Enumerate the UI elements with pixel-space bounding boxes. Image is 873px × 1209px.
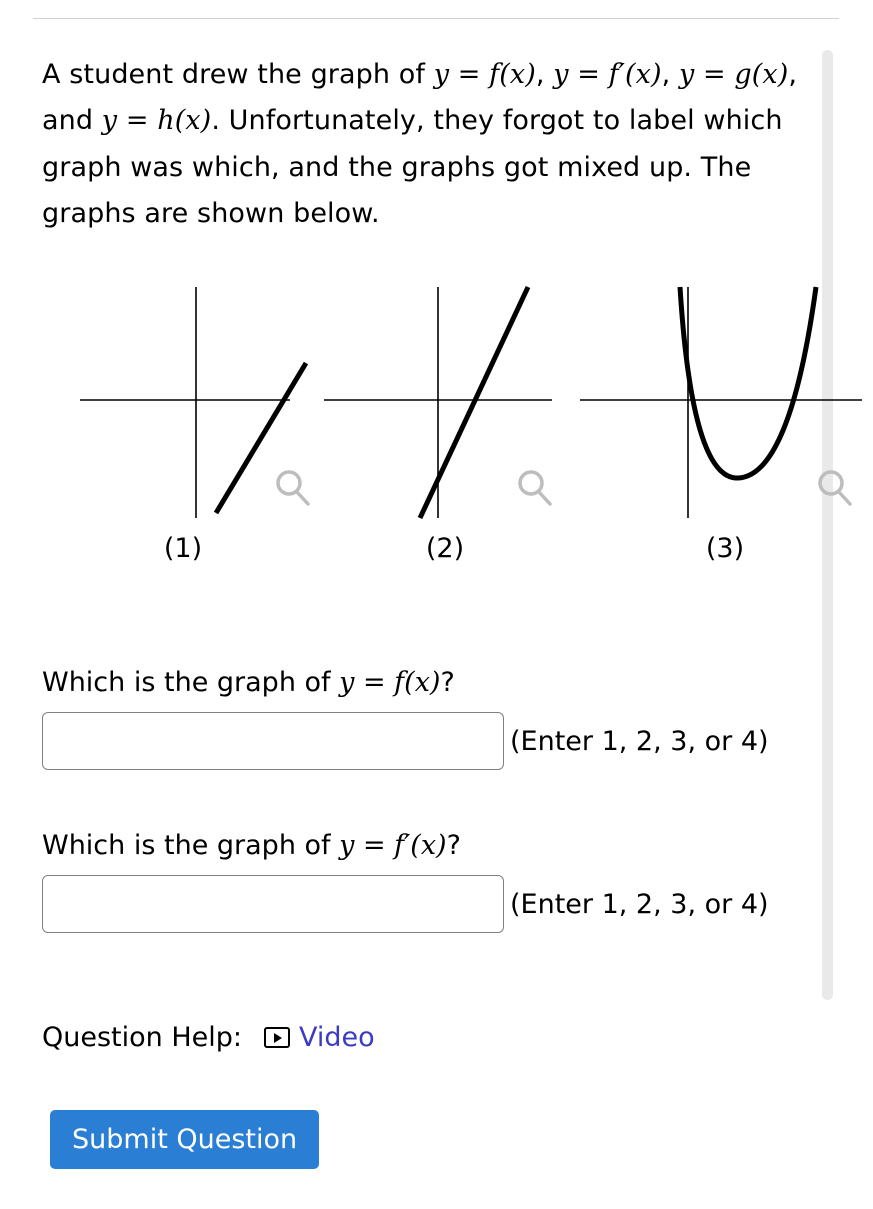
graph-gallery xyxy=(40,265,830,585)
top-divider xyxy=(33,18,839,19)
problem-text-2: , xyxy=(535,59,554,90)
question-1-suffix: ? xyxy=(440,667,455,698)
video-play-icon[interactable] xyxy=(264,1027,290,1048)
question-2-prompt xyxy=(42,828,832,863)
question-2 xyxy=(42,828,832,933)
video-link[interactable]: Video xyxy=(299,1022,375,1053)
question-1 xyxy=(42,665,832,770)
question-1-math: y = f(x) xyxy=(339,667,441,698)
answer-input-1[interactable] xyxy=(42,712,504,770)
question-1-prefix: Which is the graph of xyxy=(42,667,340,698)
question-2-hint: (Enter 1, 2, 3, or 4) xyxy=(510,888,769,920)
graph-3 xyxy=(580,265,870,585)
graph-1 xyxy=(58,265,308,585)
question-help-label: Question Help: xyxy=(42,1022,242,1053)
question-2-math: y = f′(x) xyxy=(339,830,447,861)
problem-math-1: y = f(x) xyxy=(433,59,536,90)
problem-statement xyxy=(42,52,832,238)
graph-2-label: (2) xyxy=(425,533,465,564)
question-1-hint: (Enter 1, 2, 3, or 4) xyxy=(510,725,769,757)
graph-3-label: (3) xyxy=(705,533,745,564)
question-2-prefix: Which is the graph of xyxy=(42,830,340,861)
answer-input-2[interactable] xyxy=(42,875,504,933)
problem-text xyxy=(42,52,832,238)
question-2-answer-row xyxy=(42,875,832,933)
submit-question-button[interactable]: Submit Question xyxy=(50,1110,319,1169)
magnifier-icon-3[interactable] xyxy=(812,465,858,511)
graph-2 xyxy=(320,265,570,585)
problem-text-4: , xyxy=(661,59,679,90)
question-1-answer-row xyxy=(42,712,832,770)
problem-text-8: . Unfortunately, they forgot to label which graph was which, and the graphs got mixed up. The graphs are shown below. xyxy=(42,105,783,230)
problem-math-5: y = g(x) xyxy=(678,59,789,90)
graph-1-label: (1) xyxy=(163,533,203,564)
magnifier-icon-1[interactable] xyxy=(270,465,316,511)
question-help xyxy=(42,1022,375,1053)
problem-math-3: y = f′(x) xyxy=(553,59,662,90)
magnifier-icon-2[interactable] xyxy=(512,465,558,511)
problem-text-6: , and xyxy=(42,59,798,137)
problem-math-7: y = h(x) xyxy=(101,105,212,137)
problem-text-0: A student drew the graph of xyxy=(42,59,434,90)
question-2-suffix: ? xyxy=(446,830,461,861)
question-1-prompt xyxy=(42,665,832,700)
